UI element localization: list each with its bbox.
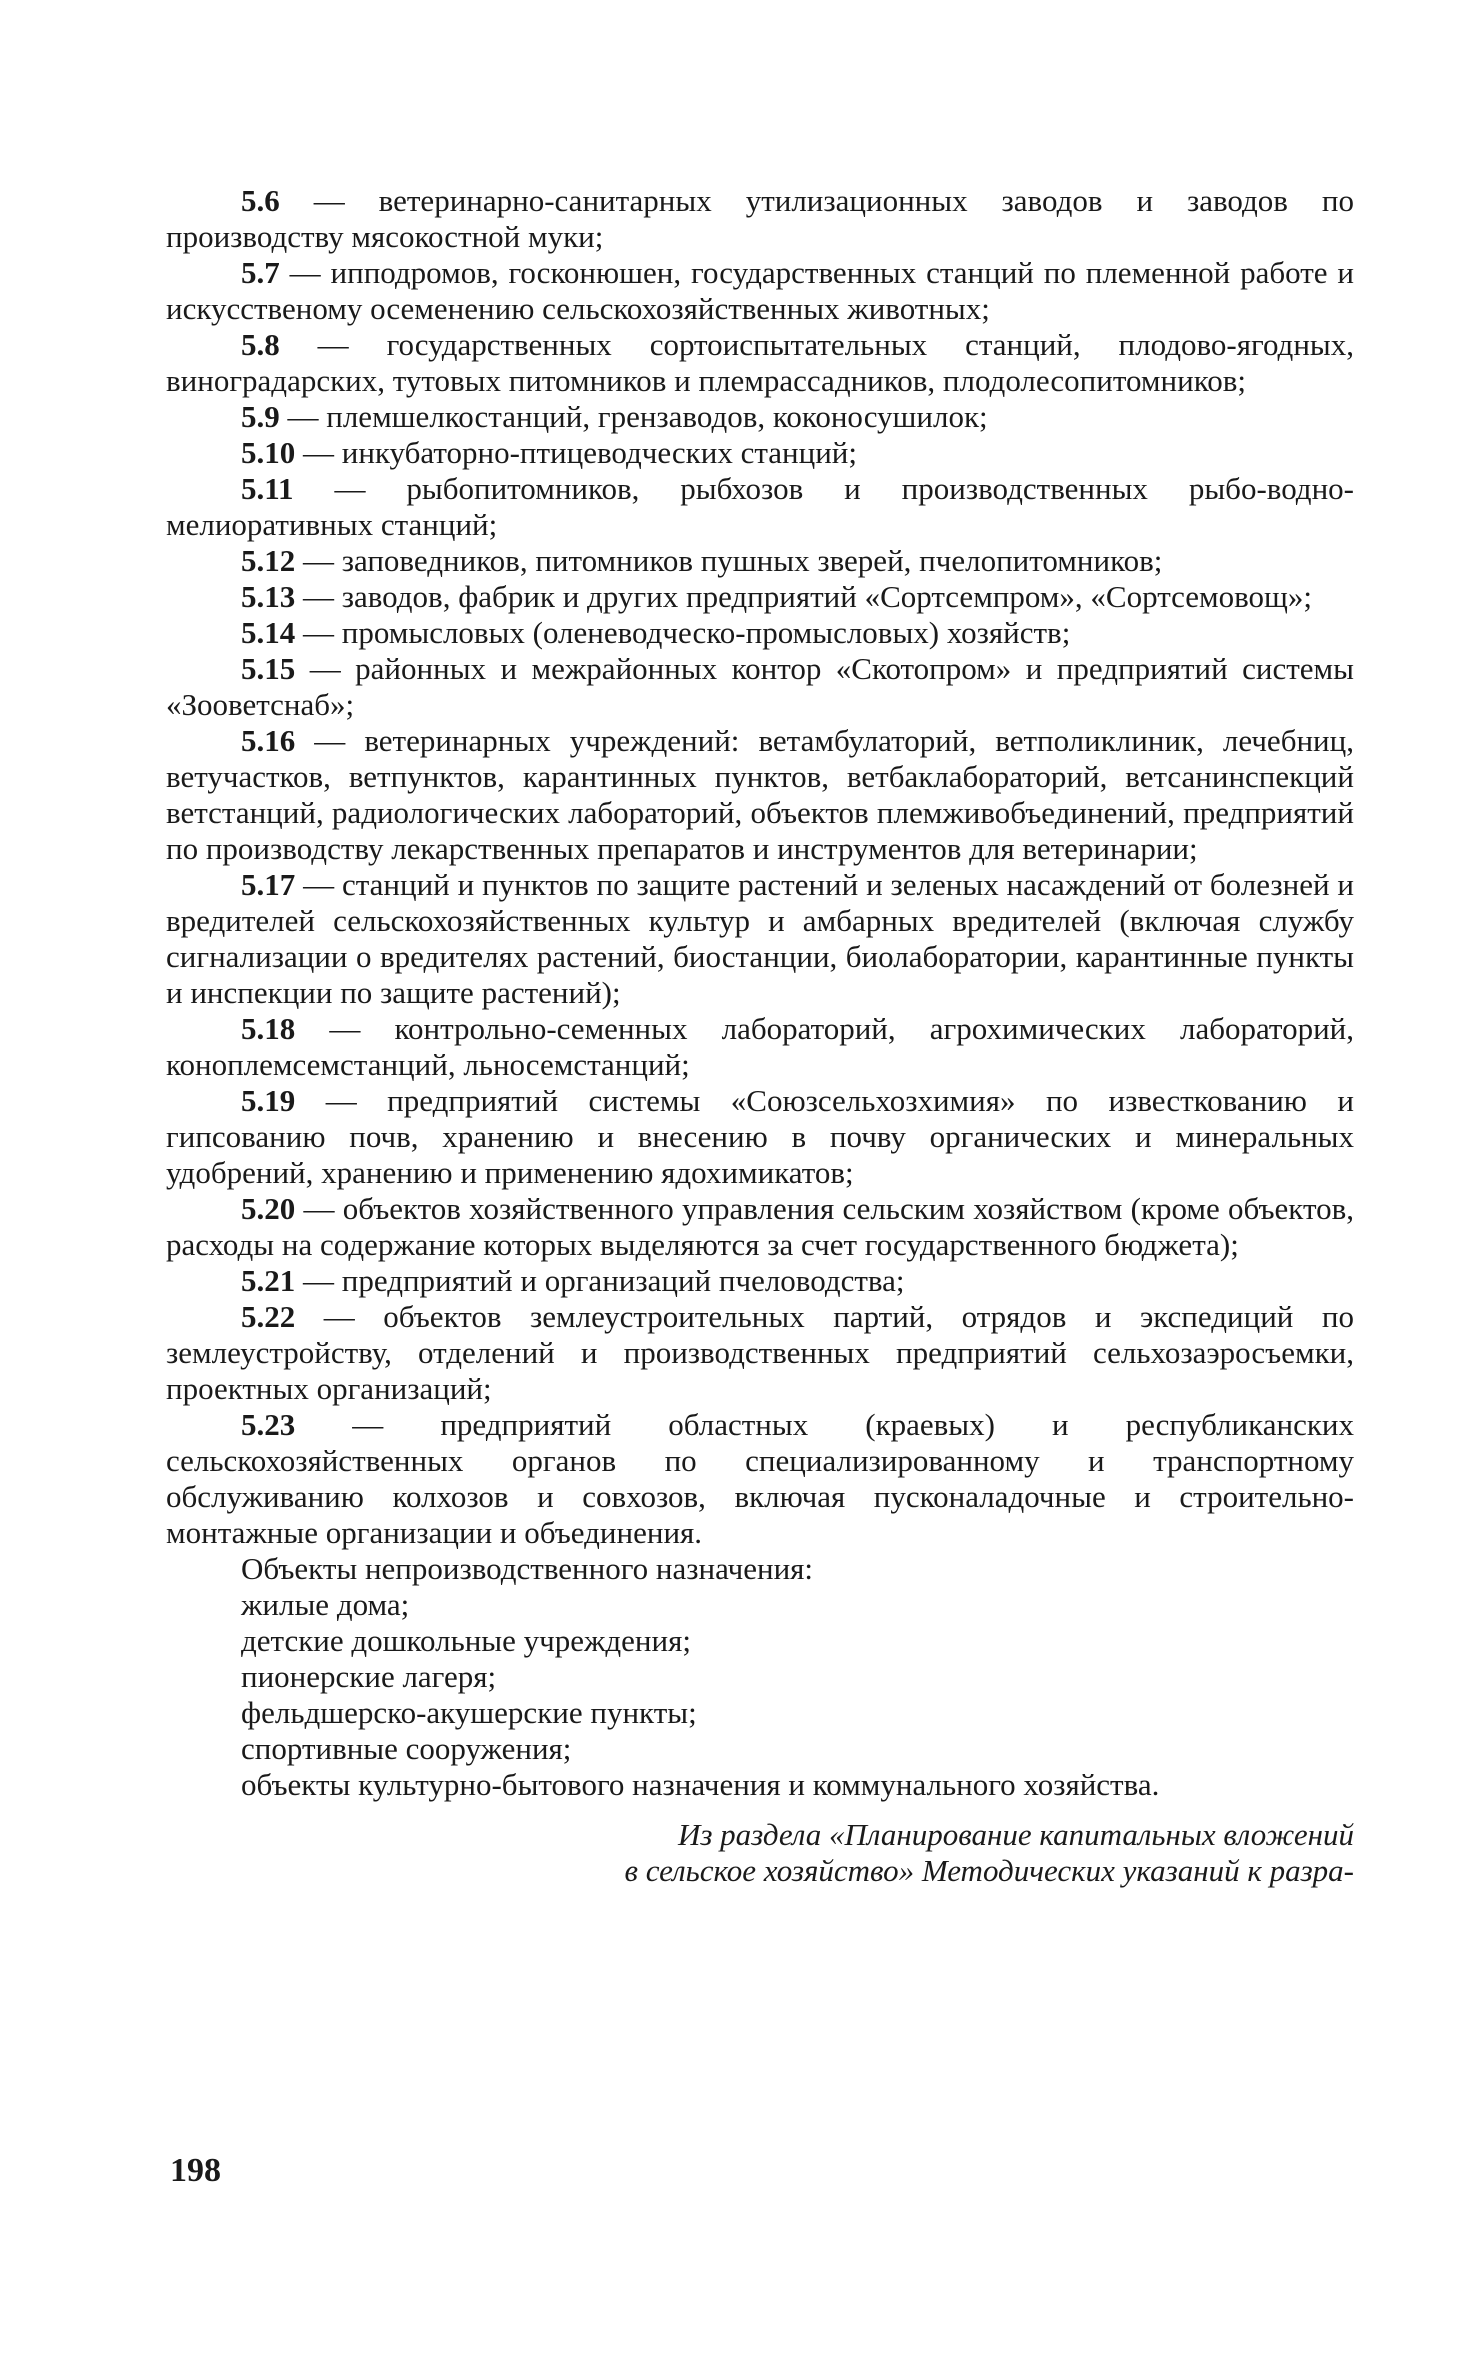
item-number: 5.15 — [241, 651, 296, 686]
nonprod-last-item: объекты культурно-бытового назначения и коммунального хозяйства. — [241, 1767, 1160, 1802]
item-number: 5.23 — [241, 1407, 296, 1442]
item-text: — заповедников, питомников пушных зверей, пчелопитомников; — [295, 543, 1163, 578]
list-item — [166, 183, 1354, 255]
list-item — [166, 651, 1354, 723]
source-line-2: в сельское хозяйство» Методических указаний к разра- — [624, 1853, 1354, 1888]
list-item — [166, 327, 1354, 399]
item-number: 5.18 — [241, 1011, 296, 1046]
nonprod-item: спортивные сооружения; — [241, 1731, 572, 1766]
nonprod-item: пионерские лагеря; — [241, 1659, 497, 1694]
page-body — [166, 183, 1354, 1889]
item-number: 5.21 — [241, 1263, 296, 1298]
list-item — [166, 543, 1354, 579]
item-number: 5.22 — [241, 1299, 296, 1334]
item-text: — ветеринарных учреждений: ветамбулаторий, ветполиклиник, лечебниц, ветучастков, ветпунктов, карантинных пунктов, ветбаклабораторий, ветсанинспекций ветстанций, радиологических лабораторий, объектов племживобъединений, предприятий по производству лекарственных препаратов и инструментов для ветеринарии; — [166, 723, 1354, 866]
list-item — [166, 1083, 1354, 1191]
item-number: 5.16 — [241, 723, 296, 758]
item-text: — инкубаторно-птицеводческих станций; — [295, 435, 858, 470]
nonprod-item: жилые дома; — [241, 1587, 410, 1622]
item-number: 5.8 — [241, 327, 280, 362]
item-number: 5.11 — [241, 471, 294, 506]
item-text: — предприятий областных (краевых) и республиканских сельскохозяйственных органов по специализированному и транспортному обслуживанию колхозов и совхозов, включая пусконаладочные и строительно-монтажные организации и объединения. — [166, 1407, 1354, 1550]
item-text: — предприятий системы «Союзсельхозхимия» по известкованию и гипсованию почв, хранению и внесению в почву органических и минеральных удобрений, хранению и применению ядохимикатов; — [166, 1083, 1354, 1190]
source-line-1: Из раздела «Планирование капитальных вложений — [677, 1817, 1354, 1852]
item-text: — промысловых (оленеводческо-промысловых) хозяйств; — [295, 615, 1071, 650]
item-text: — государственных сортоиспытательных станций, плодово-ягодных, виноградарских, тутовых питомников и племрассадников, плодолесопитомников; — [166, 327, 1354, 398]
list-item — [166, 579, 1354, 615]
item-text: — рыбопитомников, рыбхозов и производственных рыбо-водно-мелиоративных станций; — [166, 471, 1354, 542]
nonprod-heading: Объекты непроизводственного назначения: — [241, 1551, 814, 1586]
list-item — [166, 867, 1354, 1011]
item-text: — объектов землеустроительных партий, отрядов и экспедиций по землеустройству, отделений и производственных предприятий сельхозаэросъемки, проектных организаций; — [166, 1299, 1354, 1406]
item-number: 5.17 — [241, 867, 296, 902]
list-item — [166, 399, 1354, 435]
list-item — [166, 1407, 1354, 1551]
item-number: 5.9 — [241, 399, 280, 434]
item-number: 5.19 — [241, 1083, 296, 1118]
item-text: — племшелкостанций, грензаводов, коконосушилок; — [279, 399, 988, 434]
list-item — [166, 1299, 1354, 1407]
item-text: — районных и межрайонных контор «Скотопром» и предприятий системы «Зооветснаб»; — [166, 651, 1354, 722]
list-item — [166, 615, 1354, 651]
item-number: 5.7 — [241, 255, 280, 290]
list-item — [166, 1263, 1354, 1299]
item-number: 5.6 — [241, 183, 280, 218]
item-text: — предприятий и организаций пчеловодства; — [295, 1263, 905, 1298]
list-item — [166, 435, 1354, 471]
item-number: 5.20 — [241, 1191, 296, 1226]
item-text: — заводов, фабрик и других предприятий «Сортсемпром», «Сортсемовощ»; — [295, 579, 1313, 614]
item-text: — станций и пунктов по защите растений и зеленых насаждений от болезней и вредителей сельскохозяйственных культур и амбарных вредителей (включая службу сигнализации о вредителях растений, биостанции, биолаборатории, карантинные пункты и инспекции по защите растений); — [166, 867, 1354, 1010]
list-item — [166, 471, 1354, 543]
item-number: 5.14 — [241, 615, 296, 650]
source-citation — [166, 1817, 1354, 1889]
item-text: — ипподромов, госконюшен, государственных станций по племенной работе и искусственому осеменению сельскохозяйственных животных; — [166, 255, 1354, 326]
nonprod-item: фельдшерско-акушерские пункты; — [241, 1695, 697, 1730]
item-text: — ветеринарно-санитарных утилизационных заводов и заводов по производству мясокостной муки; — [166, 183, 1354, 254]
page-number: 198 — [170, 2152, 221, 2189]
nonprod-item: детские дошкольные учреждения; — [241, 1623, 691, 1658]
list-item — [166, 1191, 1354, 1263]
item-number: 5.13 — [241, 579, 296, 614]
list-item — [166, 1011, 1354, 1083]
item-number: 5.10 — [241, 435, 296, 470]
items-list — [166, 183, 1354, 1551]
item-number: 5.12 — [241, 543, 296, 578]
item-text: — контрольно-семенных лабораторий, агрохимических лабораторий, коноплемсемстанций, льносемстанций; — [166, 1011, 1354, 1082]
list-item — [166, 255, 1354, 327]
list-item — [166, 723, 1354, 867]
item-text: — объектов хозяйственного управления сельским хозяйством (кроме объектов, расходы на содержание которых выделяются за счет государственного бюджета); — [166, 1191, 1354, 1262]
